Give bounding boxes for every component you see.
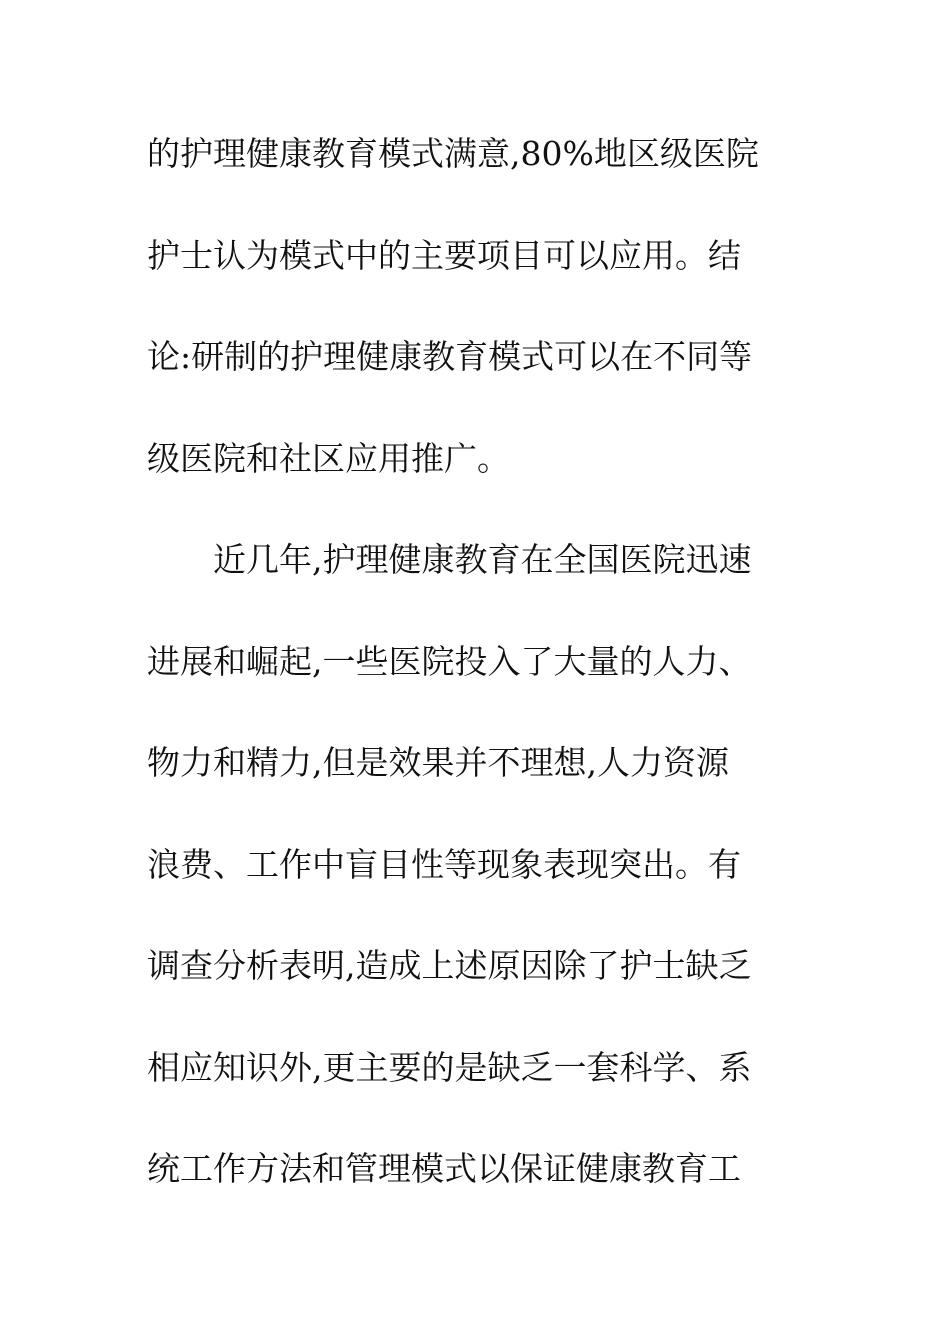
text-line: 调查分析表明,造成上述原因除了护士缺乏 <box>147 946 752 985</box>
text-line: 级医院和社区应用推广。 <box>147 438 510 478</box>
body-text <box>147 128 807 1245</box>
text-line: 进展和崛起,一些医院投入了大量的人力、 <box>147 641 752 681</box>
text-line: 相应知识外,更主要的是缺乏一套科学、系 <box>147 1047 752 1087</box>
text-line: 护士认为模式中的主要项目可以应用。结 <box>147 235 741 275</box>
text-line: 浪费、工作中盲目性等现象表现突出。有 <box>147 844 741 884</box>
text-line: 论:研制的护理健康教育模式可以在不同等 <box>147 337 753 376</box>
text-line: 物力和精力,但是效果并不理想,人力资源 <box>147 743 729 782</box>
paragraph-first-line: 近几年,护理健康教育在全国医院迅速 <box>213 540 752 579</box>
text-line: 的护理健康教育模式满意,80%地区级医院 <box>147 134 759 173</box>
text-line: 统工作方法和管理模式以保证健康教育工 <box>147 1149 741 1188</box>
